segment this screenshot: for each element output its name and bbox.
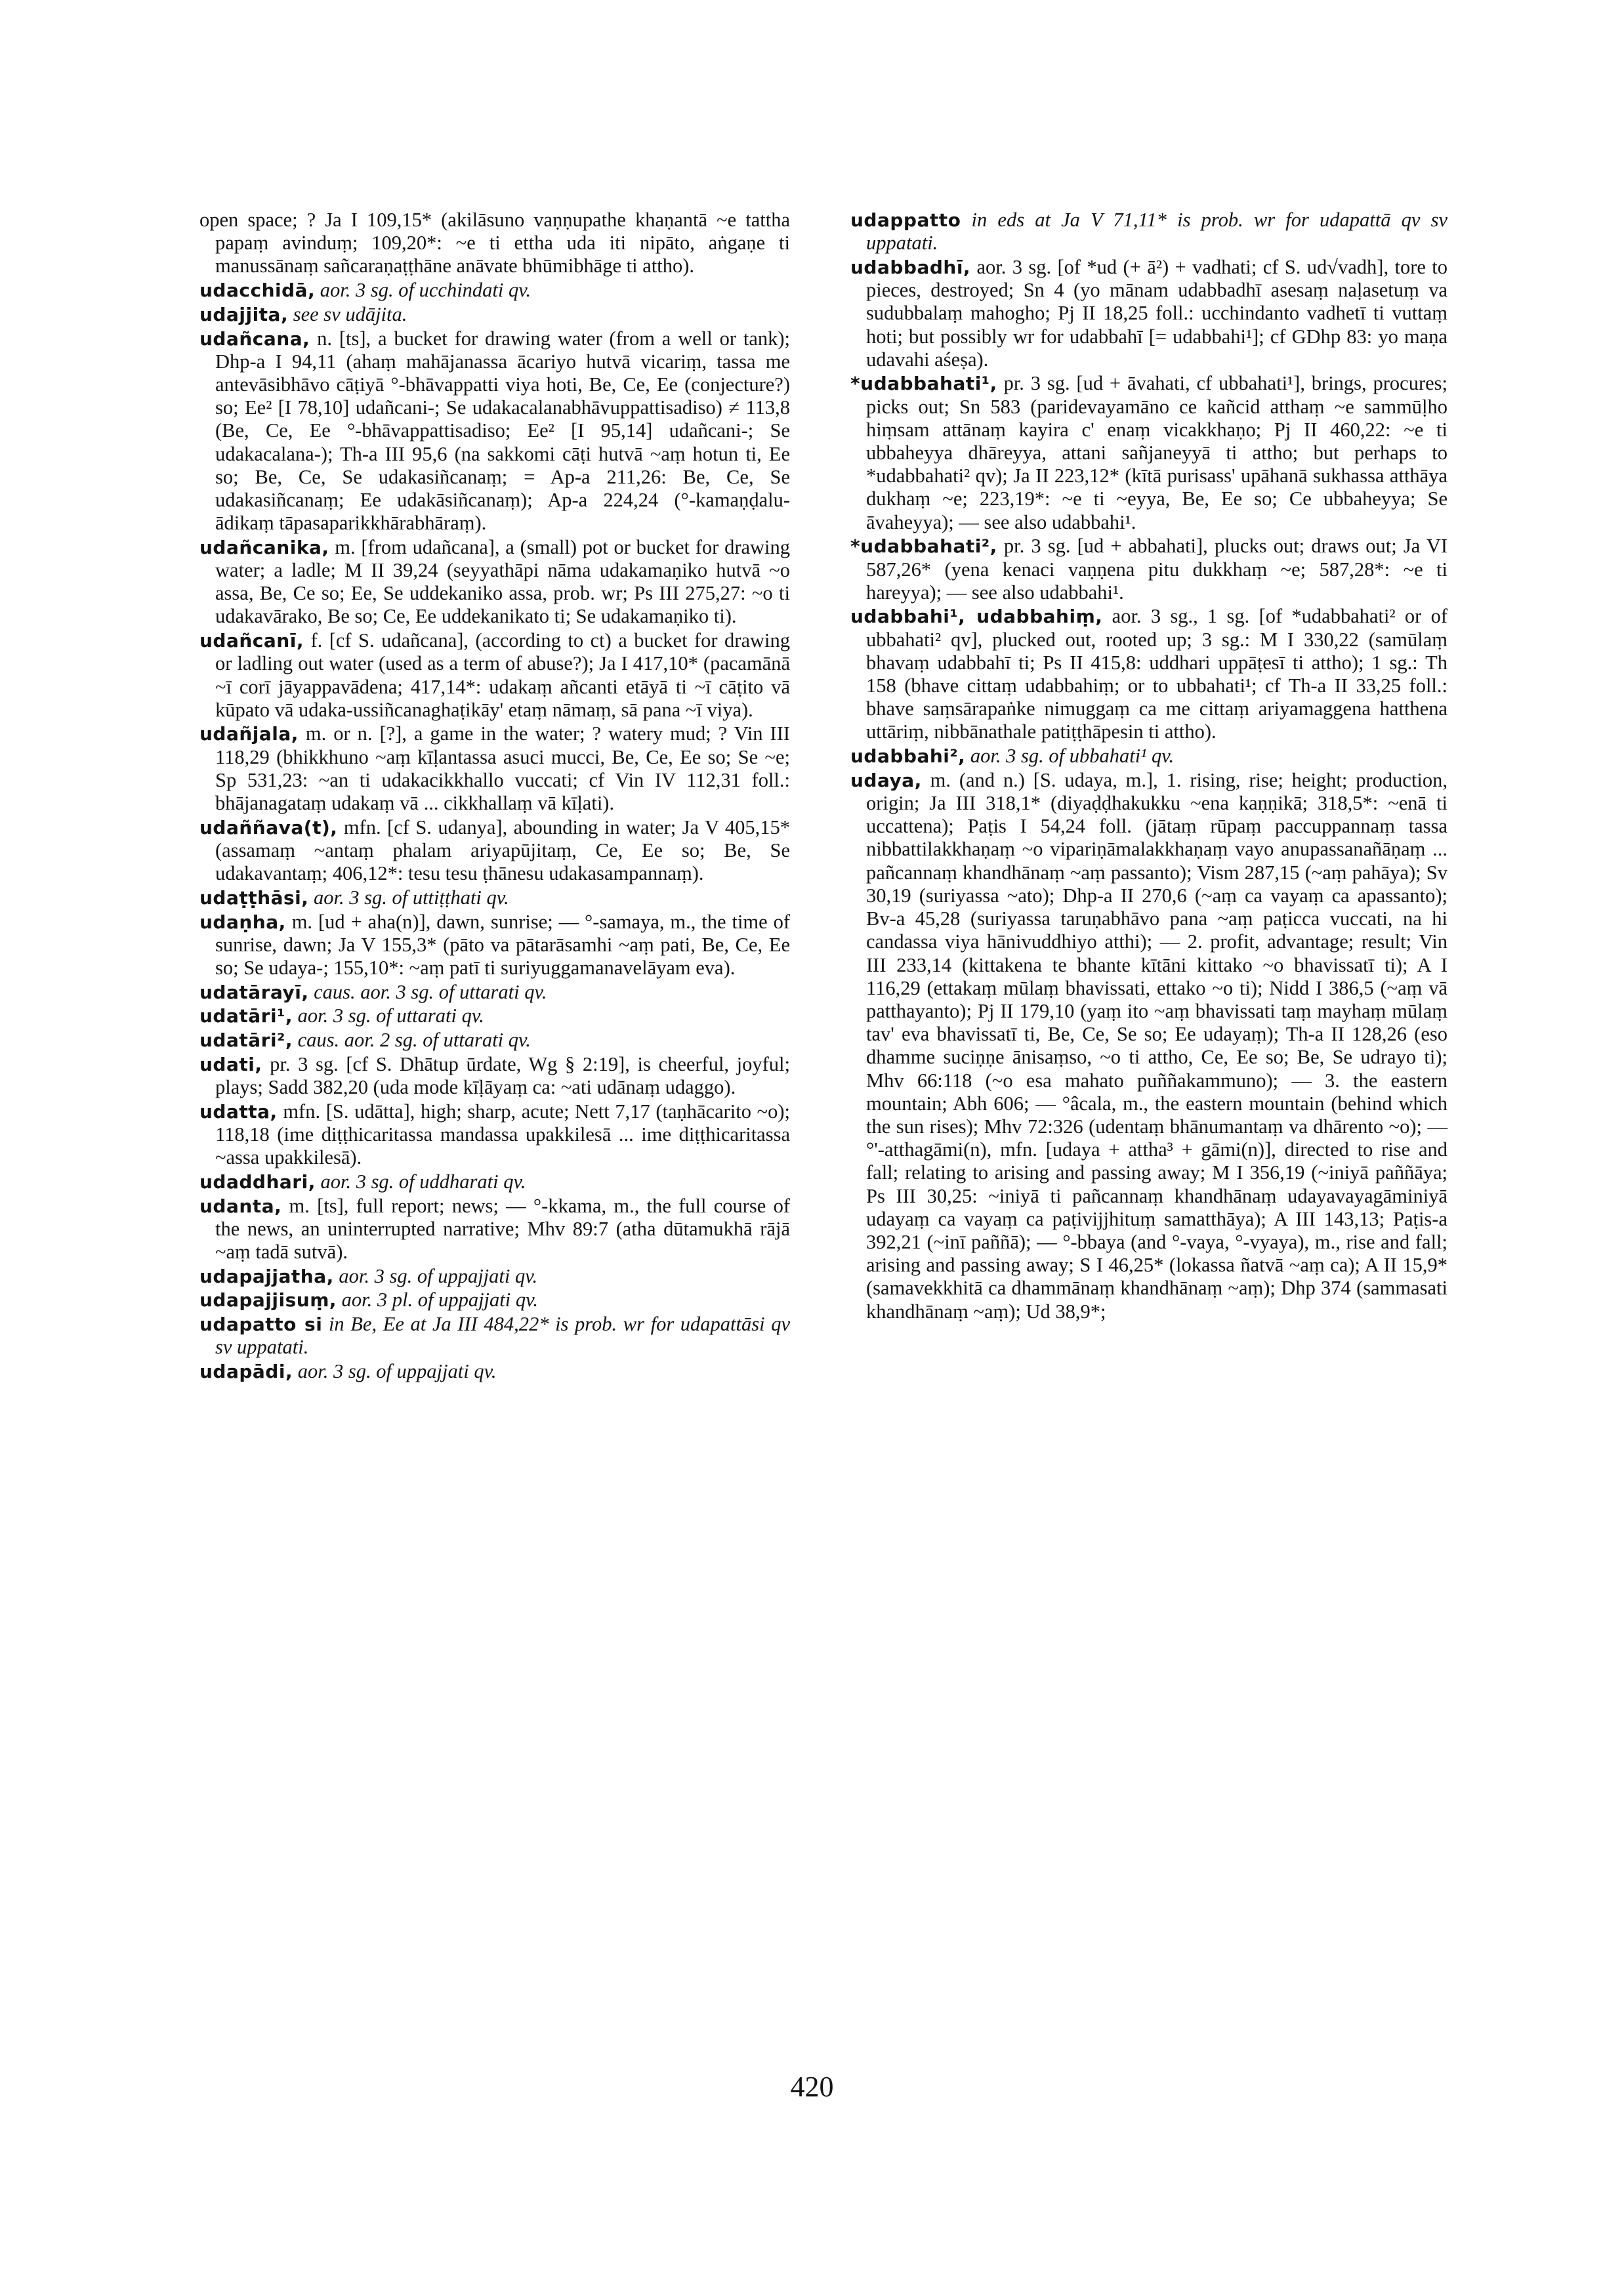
entry	[199, 1029, 790, 1052]
headword: udapajjisuṃ,	[199, 1289, 337, 1312]
headword: *udabbahati¹,	[850, 373, 997, 395]
definition: m. [from udañcana], a (small) pot or bucket for drawing water; a ladle; M II 39,24 (seyyathāpi nāma udakamaṇiko hutvā ~o assa, Be, Ce so; Ee, Se uddekaniko assa, prob. wr; Ps III 275,27: ~o ti udakavārako, Be so; Ce, Ee uddekanikato ti; Se udakamaṇiko ti).	[215, 535, 791, 628]
entry	[850, 256, 1447, 371]
definition: aor. 3 sg. of ubbahati¹ qv.	[970, 745, 1175, 768]
definition: aor. 3 sg., 1 sg. [of *udabbahati² or of ubbahati² qv], plucked out, rooted up; 3 sg.: M I 330,22 (samūlaṃ bhavaṃ udabbahī ti; Ps II 415,8: uddhari uppāṭesī ti attho); 1 sg.: Th 158 (bhave cittaṃ udabbahiṃ; or to ubbahati¹; cf Th-a II 33,25 foll.: bhave saṃsārapaṅke nimuggaṃ ca me cittaṃ ariyamaggena hatthena uttāriṃ, nibbānathale patiṭṭhāpesin ti attho).	[866, 605, 1447, 743]
headword: udatāri¹,	[199, 1005, 293, 1027]
headword: udabbadhī,	[850, 256, 971, 278]
headword: udaya,	[850, 769, 922, 791]
definition: n. [ts], a bucket for drawing water (from a well or tank); Dhp-a I 94,11 (ahaṃ mahājanassa ācariyo hutvā vicariṃ, tassa me antevāsibhāvo cāṭiyā °-bhāvappatti viya hoti, Be, Ce, Ee (conjecture?) so; Ee² [I 78,10] udañcani-; Se udakacalanabhāvuppattisadiso) ≠ 113,8 (Be, Ce, Ee °-bhāvappattisadiso; Ee² [I 95,14] udañcani-; Se udakacalana-); Th-a III 95,6 (na sakkomi cāṭi hutvā ~aṃ hotun ti, Ee so; Be, Ce, Se udakasiñcanaṃ; = Ap-a 211,26: Be, Ce, Se udakasiñcanaṃ; Ee udakāsiñcanaṃ); Ap-a 224,24 (°-kamaṇḍalu-ādikaṃ tāpasaparikkhārabhāraṃ).	[215, 327, 790, 535]
headword: udatāri²,	[199, 1029, 293, 1052]
headword: udappatto	[850, 209, 961, 231]
left-column	[199, 209, 790, 1384]
right-column	[850, 209, 1447, 1324]
entry	[199, 886, 790, 909]
entry	[199, 1004, 790, 1027]
headword: udapajjatha,	[199, 1265, 334, 1287]
entry	[199, 1053, 790, 1099]
entry	[850, 605, 1447, 743]
definition: mfn. [S. udātta], high; sharp, acute; Nett 7,17 (taṇhācarito ~o); 118,18 (ime diṭṭhicaritassa mandassa upakkilesā ... ime diṭṭhicaritassa ~assa upakkilesā).	[215, 1100, 791, 1169]
headword: udajjita,	[199, 303, 289, 325]
headword: udabbahi¹, udabbahiṃ,	[850, 606, 1103, 628]
entry	[199, 303, 790, 326]
entry	[199, 279, 790, 302]
headword: udapatto si	[199, 1313, 323, 1336]
entry	[199, 1170, 790, 1193]
headword: udañcanika,	[199, 536, 329, 558]
entry	[199, 911, 790, 980]
headword: udañcana,	[199, 327, 310, 350]
definition: aor. 3 sg. of uttiṭṭhati qv.	[314, 886, 509, 909]
definition: f. [cf S. udañcana], (according to ct) a bucket for drawing or ladling out water (used as a term of abuse?); Ja I 417,10* (pacamānā ~ī corī jāyappavādena; 417,14*: udakaṃ añcanti etāyā ti ~ī cāṭito vā kūpato vā udaka-ussiñcanaghaṭikāy' etaṃ nāmaṃ, sā pana ~ī viya).	[215, 629, 790, 721]
definition: aor. 3 pl. of uppajjati qv.	[341, 1289, 538, 1312]
entry	[850, 745, 1447, 768]
entry	[199, 981, 790, 1004]
definition: in eds at Ja V 71,11* is prob. wr for udapattā qv sv uppatati.	[866, 209, 1447, 255]
entry	[199, 1289, 790, 1312]
entry	[199, 816, 790, 886]
entry	[199, 1265, 790, 1288]
definition: caus. aor. 2 sg. of uttarati qv.	[297, 1029, 531, 1052]
headword: *udabbahati²,	[850, 535, 997, 558]
definition: aor. 3 sg. of uppajjati qv.	[339, 1264, 538, 1287]
definition: pr. 3 sg. [ud + abbahati], plucks out; draws out; Ja VI 587,26* (yena kenaci vaṇṇena pitu dukkhaṃ ~e; 587,28*: ~e ti hareyya); — see also udabbahi¹.	[866, 535, 1448, 604]
headword: udañcanī,	[199, 630, 304, 652]
definition: aor. 3 sg. of uttarati qv.	[297, 1004, 484, 1027]
page-number: 420	[790, 2071, 834, 2103]
entry	[199, 722, 790, 815]
headword: udaṇha,	[199, 911, 286, 933]
entry: open space; ? Ja I 109,15* (akilāsuno vaṇṇupathe khaṇantā ~e tattha papaṃ avinduṃ; 109,20*: ~e ti ettha uda iti nipāto, aṅgaṇe ti manussānaṃ sañcaraṇaṭṭhāne anāvate bhūmibhāge ti attho).	[199, 209, 790, 278]
entry	[199, 536, 790, 629]
entry	[199, 327, 790, 535]
entry	[199, 1100, 790, 1170]
definition: pr. 3 sg. [ud + āvahati, cf ubbahati¹], brings, procures; picks out; Sn 583 (paridevayamāno ce kañcid atthaṃ ~e sammūḷho hiṃsam attānaṃ kayira c' enaṃ vicakkhaṇo; Pj II 460,22: ~e ti ubbaheyya dhāreyya, attani sañjaneyyā ti attho; but perhaps to *udabbahati² qv); Ja II 223,12* (kītā purisass' upāhanā sukhassa atthāya dukhaṃ ~e; 223,19*: ~e ti ~eyya, Be, Ee so; Ce ubbaheyya; Se āvaheyya); — see also udabbahi¹.	[866, 372, 1447, 533]
entry	[199, 1313, 790, 1359]
entry	[199, 1360, 790, 1383]
headword: udanta,	[199, 1195, 282, 1217]
definition: caus. aor. 3 sg. of uttarati qv.	[314, 980, 547, 1003]
headword: udati,	[199, 1053, 262, 1075]
entry	[850, 209, 1447, 255]
definition: pr. 3 sg. [cf S. Dhātup ūrdate, Wg § 2:19], is cheerful, joyful; plays; Sadd 382,20 (uda mode kīḷāyaṃ ca: ~ati udānaṃ udaggo).	[215, 1052, 791, 1099]
headword: udatta,	[199, 1100, 278, 1123]
headword: udaddhari,	[199, 1170, 316, 1193]
definition: aor. 3 sg. [of *ud (+ ā²) + vadhati; cf S. ud√vadh], tore to pieces, destroyed; Sn 4 (yo mānam udabbadhī asesaṃ naḷasetuṃ va sudubbalaṃ mahogho; Pj II 18,25 foll.: ucchindanto vadhetī ti vuttaṃ hoti; but possibly wr for udabbahī [= udabbahi¹]; cf GDhp 83: yo maṇa udavahi aśeṣa).	[866, 255, 1447, 371]
definition: aor. 3 sg. of uppajjati qv.	[297, 1359, 497, 1382]
definition: aor. 3 sg. of ucchindati qv.	[320, 279, 531, 302]
headword: udabbahi²,	[850, 745, 966, 768]
headword: udacchidā,	[199, 279, 316, 302]
definition: m. [ts], full report; news; — °-kkama, m., the full course of the news, an uninterrupted narrative; Mhv 89:7 (atha dūtamukhā rājā ~aṃ tadā sutvā).	[215, 1194, 790, 1263]
definition: m. (and n.) [S. udaya, m.], 1. rising, rise; height; production, origin; Ja III 318,1* (diyaḍḍhakukku ~ena kaṇṇikā; 318,5*: ~enā ti uccattena); Paṭis I 54,24 foll. (jātaṃ rūpaṃ paccuppannaṃ tassa nibbattilakkhaṇaṃ ~o vipariṇāmalakkhaṇaṃ vayo anupassanañāṇaṃ ... pañcannaṃ khandhānaṃ ~aṃ passanto); Vism 287,15 (~aṃ pahāya); Sv 30,19 (suriyassa ~ato); Dhp-a II 270,6 (~aṃ ca vayaṃ ca apassanto); Bv-a 45,28 (suriyassa taruṇabhāvo pana ~aṃ paṭicca vuccati, na hi candassa viya hānivuddhiyo atthi); — 2. profit, advantage; result; Vin III 233,14 (kittakena te bhante kītāni kittako ~o bhavissatī ti); A I 116,29 (ettakaṃ mūlaṃ bhavissati, ettako ~o ti); Nidd I 386,5 (~aṃ vā patthayanto); Pj II 179,10 (yaṃ ito ~aṃ bhavissati taṃ mayhaṃ mūlaṃ tav' eva bhavissatī ti, Be, Ce, Se so; Ee udayaṃ); Th-a II 128,26 (eso dhamme suciṇṇe ānisaṃso, ~o ti attho, Ce, Ee so; Be, Se udrayo ti); Mhv 66:118 (~o esa mahato puññakammuno); — 3. the eastern mountain; Abh 606; — °âcala, m., the eastern mountain (behind which the sun rises); Mhv 72:326 (udentaṃ bhānumantaṃ va dhārento ~o); — °'-atthagāmi(n), mfn. [udaya + attha³ + gāmi(n)], directed to rise and fall; relating to arising and passing away; M I 356,19 (~iniyā paññāya; Ps III 30,25: ~iniyā ti pañcannaṃ khandhānaṃ udayavayagāminiyā udayaṃ ca vayaṃ ca paṭivijjhituṃ samatthāya); A III 143,13; Paṭis-a 392,21 (~inī paññā); — °-bbaya (and °-vaya, °-vyaya), m., rise and fall; arising and passing away; S I 46,25* (lokassa ñatvā ~aṃ ca); A II 15,9* (samavekkhitā ca dhammānaṃ khandhānaṃ ~aṃ); Dhp 374 (sammasati khandhānaṃ ~aṃ); Ud 38,9*;	[866, 768, 1447, 1323]
headword: udatārayī,	[199, 981, 309, 1003]
entry	[850, 535, 1447, 604]
headword: udaṭṭhāsi,	[199, 886, 309, 909]
entry	[850, 769, 1447, 1323]
headword: udapādi,	[199, 1360, 293, 1382]
definition: mfn. [cf S. udanya], abounding in water; Ja V 405,15* (assamaṃ ~antaṃ phalam ariyapūjitaṃ, Ce, Ee so; Be, Se udakavantaṃ; 406,12*: tesu tesu ṭhānesu udakasampannaṃ).	[215, 816, 791, 885]
definition: m. or n. [?], a game in the water; ? watery mud; ? Vin III 118,29 (bhikkhuno ~aṃ kīḷantassa asuci mucci, Be, Ce, Ee so; Se ~e; Sp 531,23: ~an ti udakacikkhallo vuccati; cf Vin IV 112,31 foll.: bhājanagataṃ udakaṃ vā ... cikkhallaṃ vā kīḷati).	[215, 722, 791, 815]
headword: udañjala,	[199, 723, 299, 745]
definition: see sv udājita.	[293, 302, 407, 325]
entry	[850, 372, 1447, 533]
entry	[199, 1195, 790, 1264]
headword: udaññava(t),	[199, 816, 338, 838]
definition: aor. 3 sg. of uddharati qv.	[320, 1170, 526, 1193]
definition: m. [ud + aha(n)], dawn, sunrise; — °-samaya, m., the time of sunrise, dawn; Ja V 155,3* (pāto va pātarāsamhi ~aṃ pati, Be, Ce, Ee so; Se udaya-; 155,10*: ~aṃ patī ti suriyuggamanavelāyam eva).	[215, 910, 791, 979]
entry	[199, 629, 790, 722]
definition: in Be, Ee at Ja III 484,22* is prob. wr for udapattāsi qv sv uppatati.	[215, 1313, 791, 1359]
